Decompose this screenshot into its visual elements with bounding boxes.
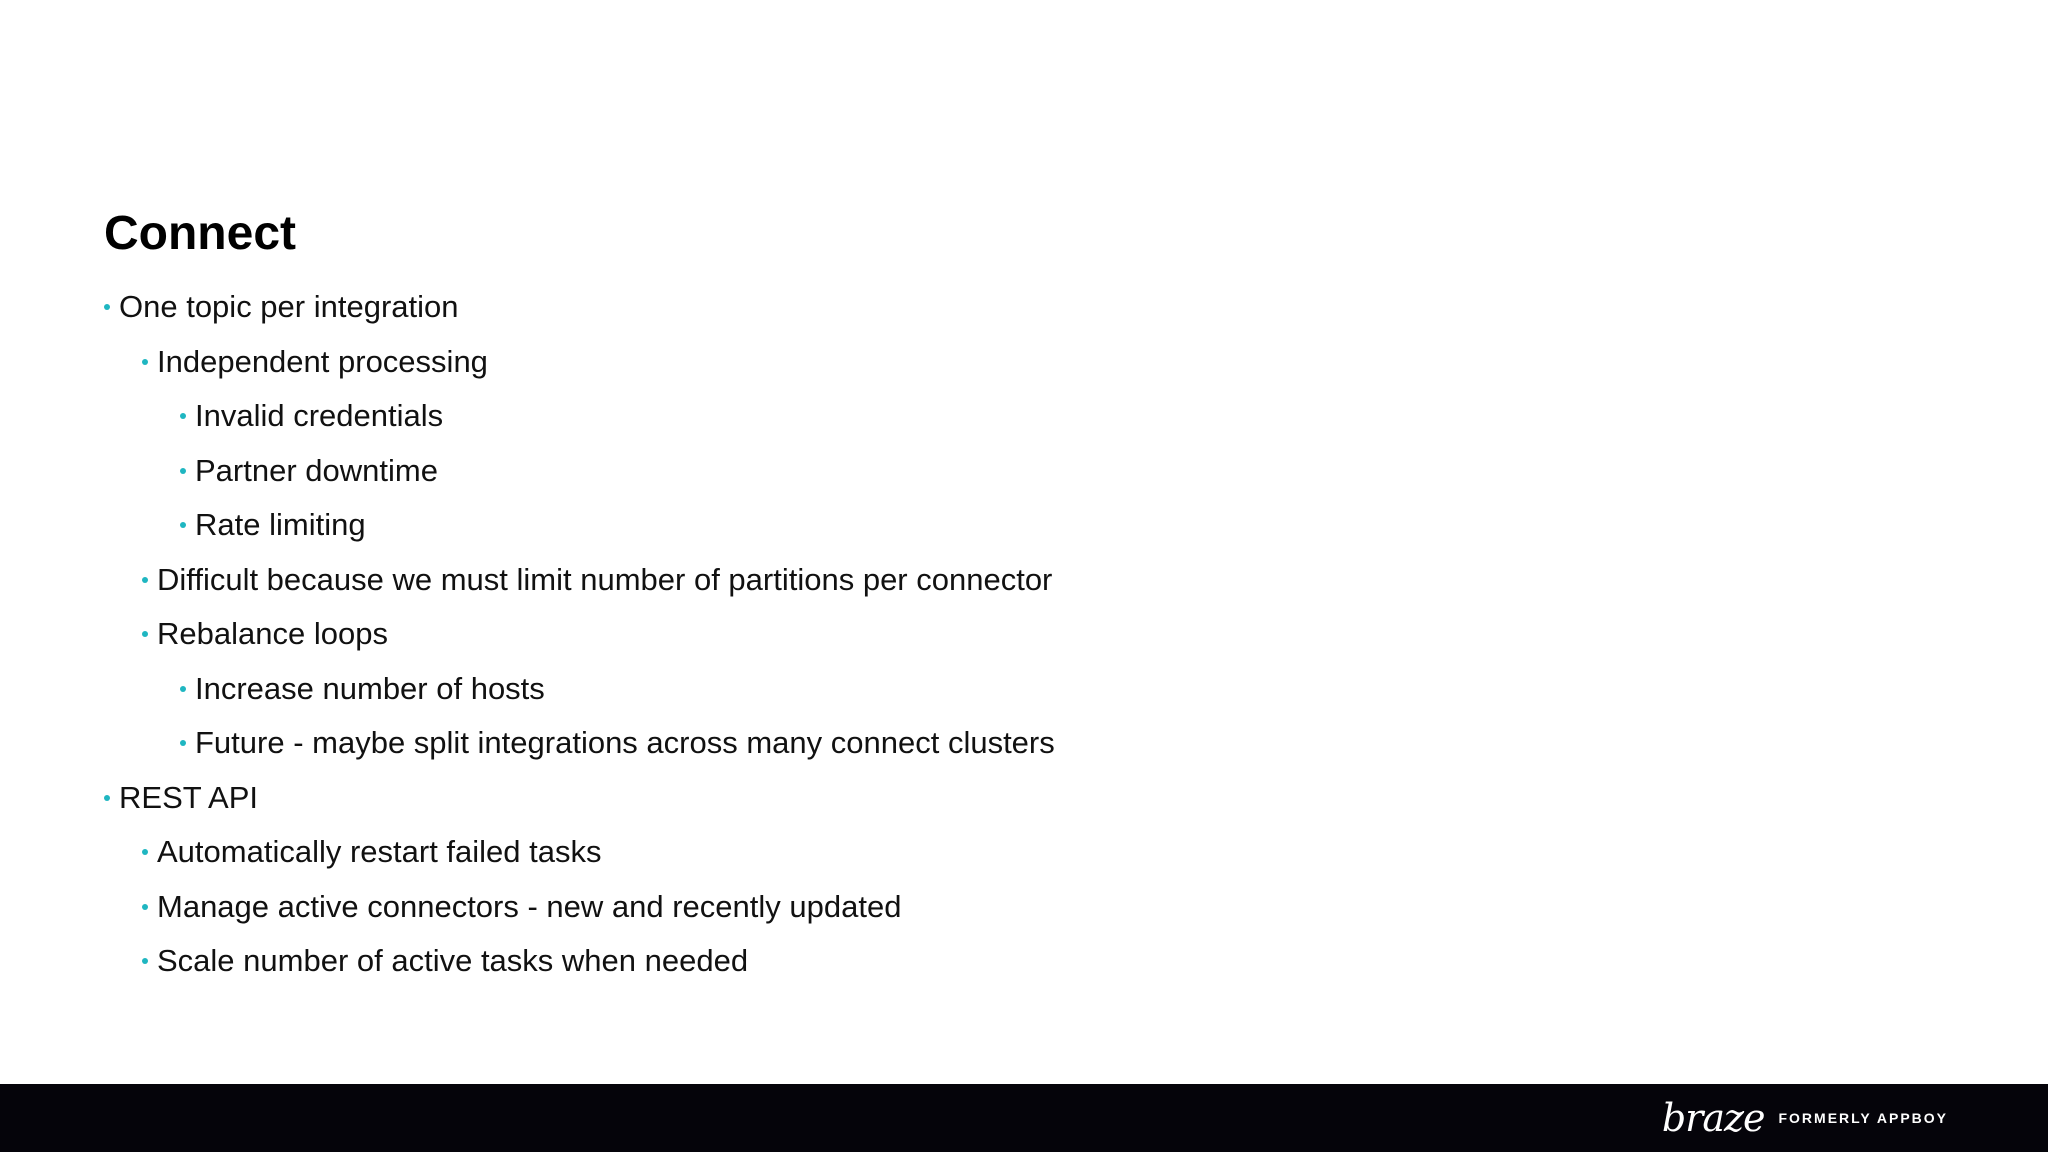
bullet-text: Increase number of hosts	[195, 670, 545, 706]
bullet-text: Invalid credentials	[195, 398, 444, 434]
bullet-text: Scale number of active tasks when needed	[157, 943, 749, 979]
bullet-item	[104, 335, 1055, 390]
bullet-item	[104, 498, 1055, 553]
logo-wordmark: braze	[1661, 1096, 1765, 1140]
bullet-text: Difficult because we must limit number of partitions per connector	[157, 561, 1053, 597]
bullet-dot-icon	[142, 577, 148, 583]
bullet-text: Future - maybe split integrations across many connect clusters	[195, 725, 1055, 761]
bullet-list	[104, 280, 1055, 989]
bullet-dot-icon	[180, 413, 186, 419]
bullet-dot-icon	[180, 468, 186, 474]
bullet-text: Rebalance loops	[157, 616, 388, 652]
bullet-text: Partner downtime	[195, 452, 438, 488]
bullet-item	[104, 825, 1055, 880]
bullet-dot-icon	[104, 795, 110, 801]
bullet-text: Manage active connectors - new and recently updated	[157, 888, 902, 924]
bullet-item	[104, 880, 1055, 935]
bullet-dot-icon	[104, 304, 110, 310]
bullet-item	[104, 934, 1055, 989]
bullet-text: One topic per integration	[119, 289, 459, 325]
bullet-dot-icon	[180, 686, 186, 692]
bullet-text: Rate limiting	[195, 507, 366, 543]
bullet-dot-icon	[142, 958, 148, 964]
braze-logo	[1662, 1094, 1948, 1142]
bullet-item	[104, 553, 1055, 608]
footer-bar	[0, 1084, 2048, 1152]
bullet-item	[104, 607, 1055, 662]
bullet-dot-icon	[142, 359, 148, 365]
bullet-item	[104, 662, 1055, 717]
bullet-item	[104, 389, 1055, 444]
logo-subtitle: FORMERLY APPBOY	[1778, 1110, 1948, 1126]
bullet-text: Independent processing	[157, 343, 488, 379]
slide-title: Connect	[104, 207, 296, 260]
bullet-text: REST API	[119, 779, 258, 815]
bullet-dot-icon	[142, 631, 148, 637]
bullet-text: Automatically restart failed tasks	[157, 834, 602, 870]
bullet-item	[104, 771, 1055, 826]
bullet-item	[104, 716, 1055, 771]
bullet-dot-icon	[180, 522, 186, 528]
bullet-dot-icon	[142, 904, 148, 910]
bullet-dot-icon	[142, 849, 148, 855]
bullet-item	[104, 280, 1055, 335]
bullet-dot-icon	[180, 740, 186, 746]
bullet-item	[104, 444, 1055, 499]
